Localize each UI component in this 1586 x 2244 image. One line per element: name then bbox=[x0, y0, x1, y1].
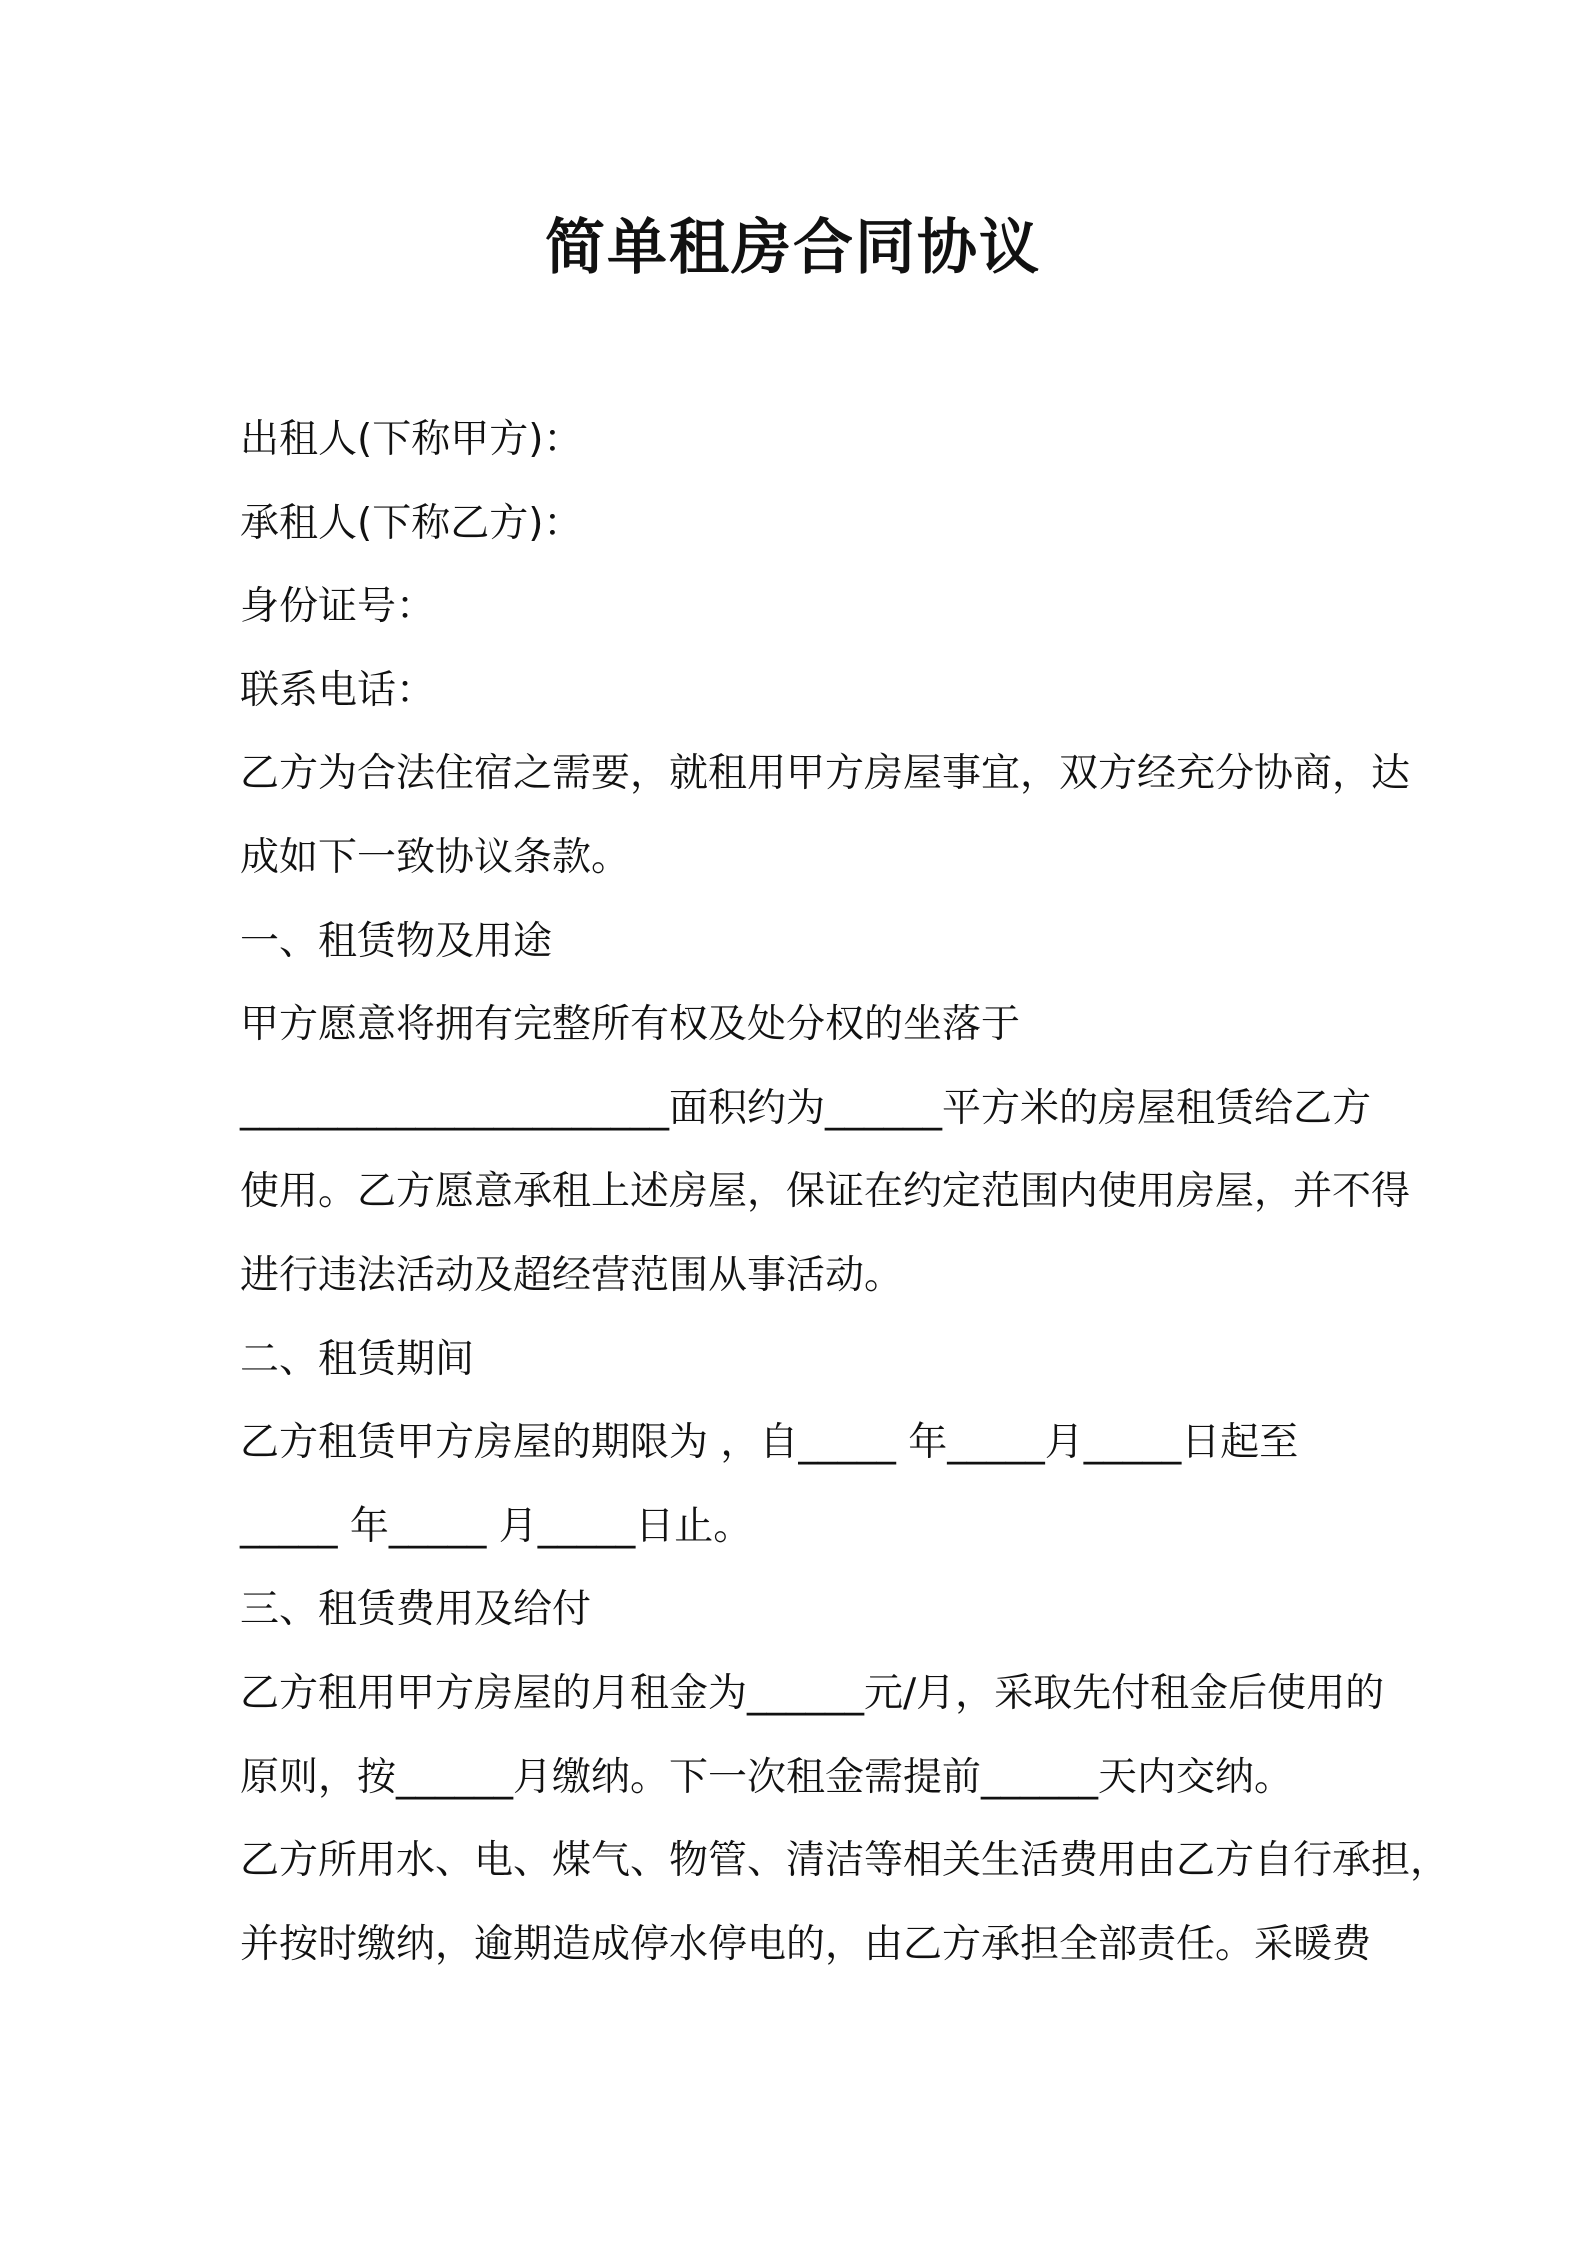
section-1-text: 进行违法活动及超经营范围从事活动。 bbox=[240, 1252, 904, 1298]
section-heading-2: 二、租赁期间 bbox=[240, 1336, 475, 1382]
preamble-line: 成如下一致协议条款。 bbox=[240, 834, 631, 880]
section-3-text: 并按时缴纳，逾期造成停水停电的，由乙方承担全部责任。采暖费 bbox=[240, 1921, 1372, 1967]
section-1-text: ______________________面积约为______平方米的房屋租赁给乙方 bbox=[240, 1085, 1372, 1131]
section-heading-3: 三、租赁费用及给付 bbox=[240, 1587, 592, 1633]
document-body bbox=[240, 398, 1450, 1986]
section-1-text: 使用。乙方愿意承租上述房屋，保证在约定范围内使用房屋，并不得 bbox=[240, 1169, 1411, 1215]
landlord-line: 出租人(下称甲方)： bbox=[240, 417, 583, 462]
phone-line: 联系电话： bbox=[240, 667, 436, 713]
section-3-text: 乙方所用水、电、煤气、物管、清洁等相关生活费用由乙方自行承担， bbox=[240, 1838, 1450, 1884]
id-number-line: 身份证号： bbox=[240, 584, 436, 630]
document-title: 简单租房合同协议 bbox=[545, 213, 1041, 283]
section-2-text: 乙方租赁甲方房屋的期限为 ，自_____ 年_____月_____日起至 bbox=[240, 1420, 1299, 1466]
section-2-text: _____ 年_____ 月_____日止。 bbox=[240, 1503, 753, 1549]
section-3-text: 原则，按______月缴纳。下一次租金需提前______天内交纳。 bbox=[240, 1754, 1294, 1800]
section-1-text: 甲方愿意将拥有完整所有权及处分权的坐落于 bbox=[240, 1002, 1021, 1048]
preamble-line: 乙方为合法住宿之需要，就租用甲方房屋事宜，双方经充分协商，达 bbox=[240, 751, 1411, 797]
tenant-line: 承租人(下称乙方)： bbox=[240, 500, 583, 546]
section-3-text: 乙方租用甲方房屋的月租金为______元/月，采取先付租金后使用的 bbox=[240, 1670, 1385, 1716]
section-heading-1: 一、租赁物及用途 bbox=[240, 918, 553, 964]
